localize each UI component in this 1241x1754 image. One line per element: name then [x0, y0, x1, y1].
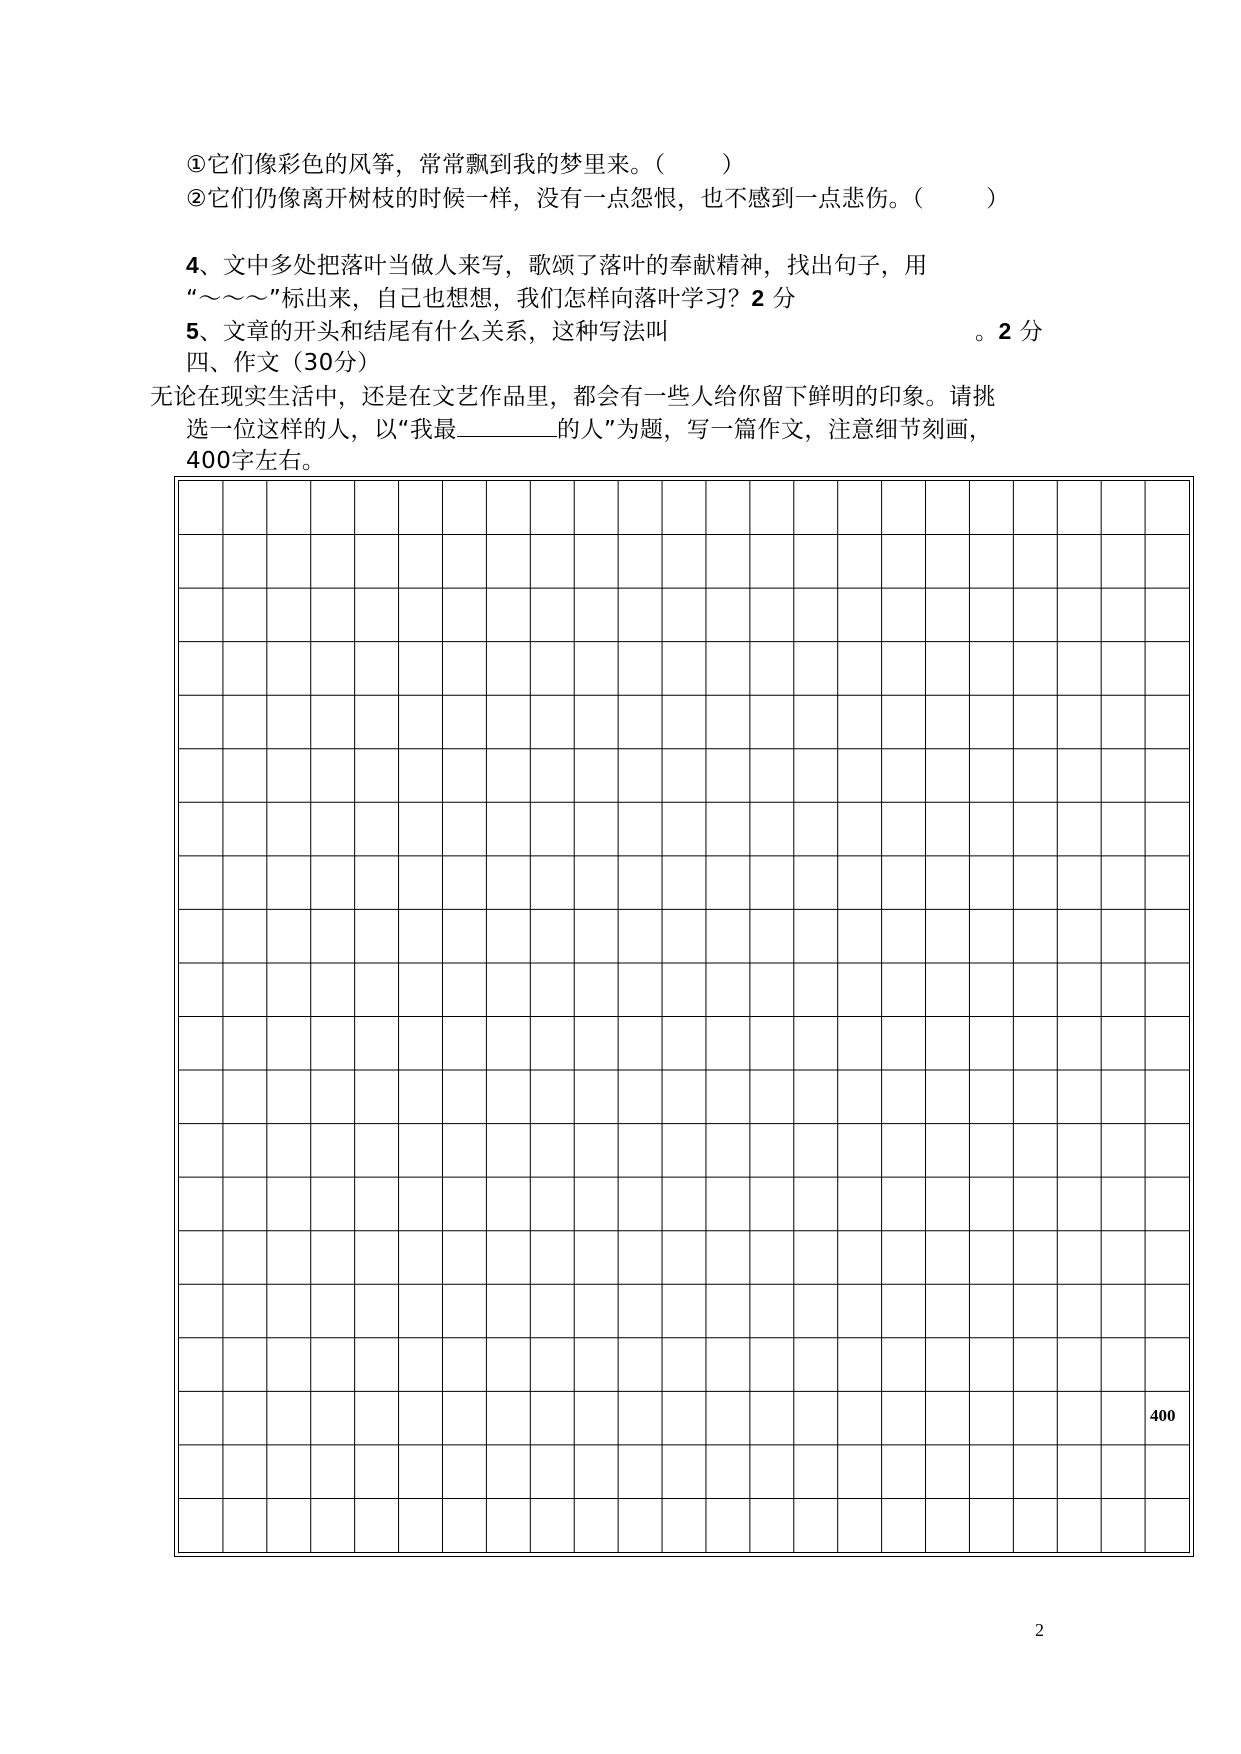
question-5-number: 5 [186, 318, 200, 344]
question-5-tail [975, 316, 1043, 347]
question-4-text-2: “～～～”标出来，自己也想想，我们怎样向落叶学习？ [186, 286, 752, 312]
question-5-unit: 分 [1019, 319, 1044, 345]
page-number: 2 [1035, 1620, 1044, 1640]
q3-item-2 [186, 184, 1010, 214]
question-4-unit: 分 [772, 286, 796, 312]
essay-prompt-line-2 [186, 414, 992, 445]
question-4-line-2 [186, 283, 796, 314]
question-4-number: 4 [186, 252, 200, 278]
writing-grid-inner [178, 480, 1190, 1553]
essay-prompt-text-2b: 的人”为题，写一篇作文，注意细节刻画， [556, 417, 993, 443]
section-4-title-text: 四、作文（30分） [186, 350, 381, 376]
q3-item-1-close: ） [721, 152, 746, 178]
essay-prompt-text-3: 400字左右。 [186, 448, 326, 474]
question-5-tail-mark: 。 [975, 319, 999, 345]
essay-prompt-line-1 [150, 382, 996, 412]
title-blank [457, 414, 557, 437]
q3-item-2-close: ） [986, 186, 1010, 212]
writing-grid [174, 476, 1194, 1557]
essay-prompt-line-3 [186, 446, 325, 476]
question-5-text: 、文章的开头和结尾有什么关系，这种写法叫 [199, 319, 670, 345]
q3-item-2-text: ②它们仍像离开树枝的时候一样，没有一点怨恨，也不感到一点悲伤。（ [186, 186, 925, 212]
q3-item-1 [186, 150, 745, 180]
essay-prompt-text-2a: 选一位这样的人，以“我最 [186, 417, 457, 443]
question-5-score: 2 [998, 318, 1012, 344]
writing-grid-lines [179, 481, 1189, 1552]
essay-prompt-text-1: 无论在现实生活中，还是在文艺作品里，都会有一些人给你留下鲜明的印象。请挑 [150, 384, 996, 410]
question-4-score: 2 [751, 285, 765, 311]
q3-item-1-text: ①它们像彩色的风筝，常常飘到我的梦里来。（ [186, 152, 666, 178]
section-4-title [186, 348, 381, 378]
question-4-text: 、文中多处把落叶当做人来写，歌颂了落叶的奉献精神，找出句子，用 [199, 253, 928, 279]
question-5-line [186, 316, 669, 347]
question-4-line-1 [186, 250, 928, 281]
word-count-marker: 400 [1150, 1406, 1176, 1426]
